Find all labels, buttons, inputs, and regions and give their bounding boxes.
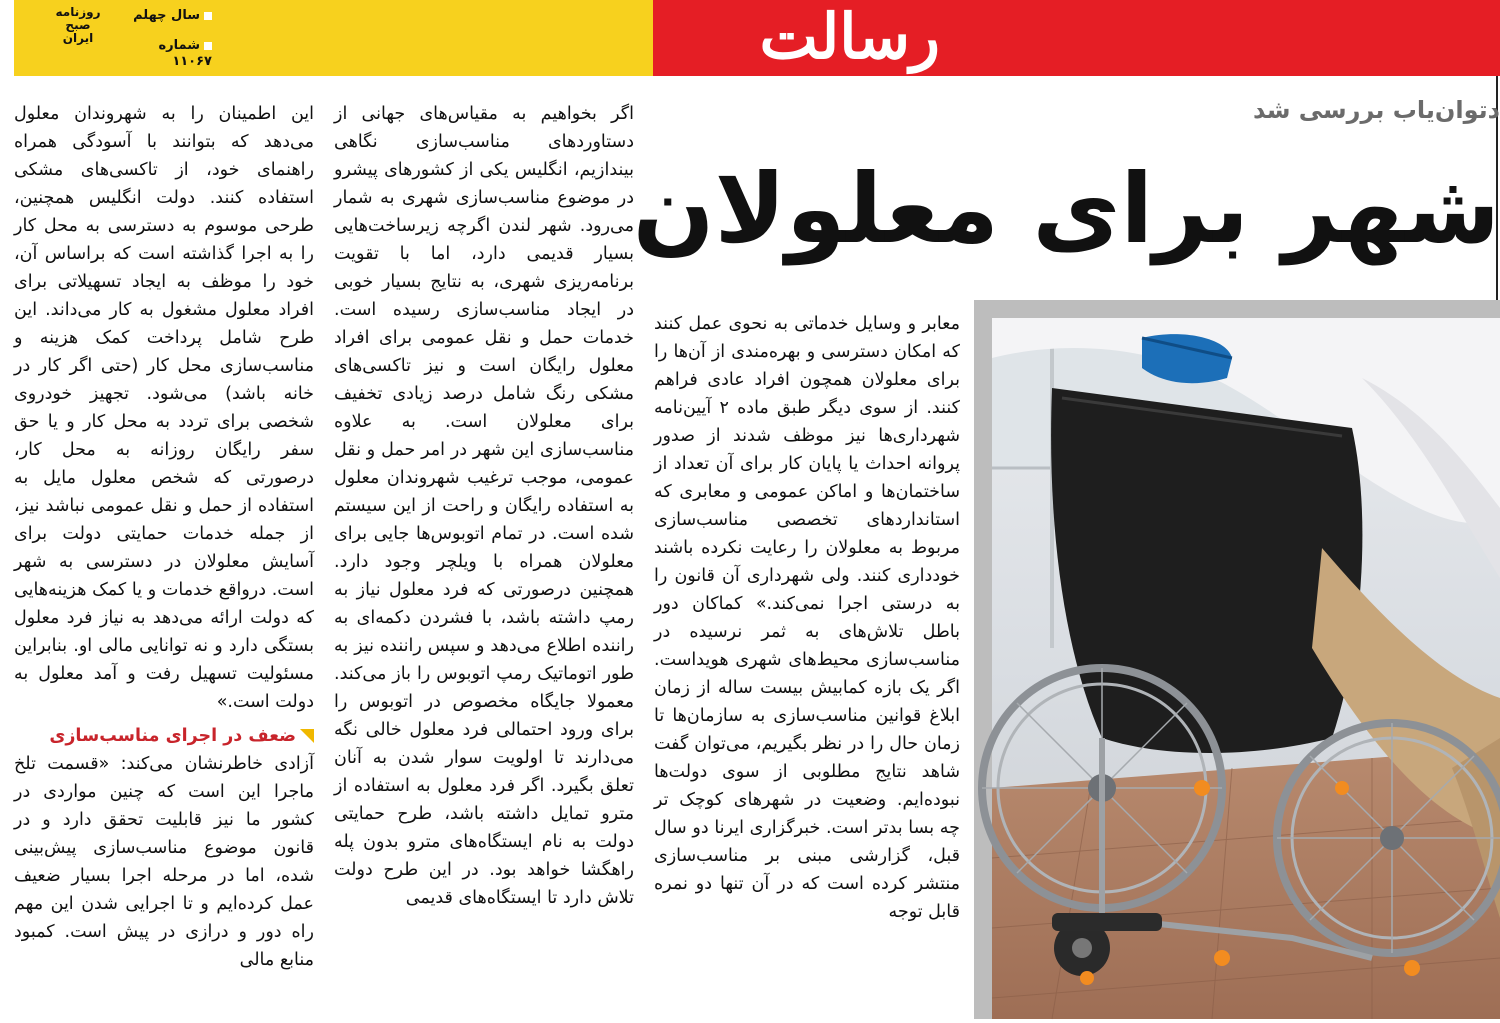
article-headline: شهر برای معلولان (632, 153, 1500, 265)
column-left-text: این اطمینان را به شهروندان معلول می‌دهد که بتوانند با آسودگی همراه راهنمای خود، از تاکسی‌های مشکی استفاده کنند. دولت انگلیس همچنین، طرحی موسوم به دسترسی به محل کار را به اجرا گذاشته است که براساس آن، خود را موظف به ایجاد تسهیلاتی برای افراد معلول مشغول به کار می‌داند. این طرح شامل پرداخت کمک هزینه و مناسب‌سازی محل کار (حتی اگر کار در خانه باشد) می‌شود. تجهیز خودروی شخصی برای تردد به محل کار و یا حق سفر رایگان روزانه به محل کار، درصورتی که شخص معلول مایل به استفاده از حمل و نقل عمومی نباشد نیز، از جمله خدمات حمایتی دولت برای آسایش معلولان در دسترسی به شهر است. درواقع خدمات و یا کمک هزینه‌هایی که دولت ارائه می‌دهد به نیاز فرد معلول بستگی دارد و نه توانایی مالی او. بنابراین مسئولیت تسهیل رفت و آمد معلول به دولت است.» (14, 104, 314, 712)
masthead-logo: رسالت (759, 0, 940, 73)
year-label (122, 8, 212, 24)
article-column-left (14, 100, 314, 974)
article-kicker: دتوان‌یاب بررسی شد (1252, 96, 1500, 124)
brand-line-2: صبح (65, 18, 91, 32)
brand-block (48, 6, 108, 45)
issue-label (122, 38, 212, 70)
wheelchair-illustration (992, 318, 1500, 1019)
column-middle-text: اگر بخواهیم به مقیاس‌های جهانی از دستاوردهای مناسب‌سازی نگاهی بیندازیم، انگلیس یکی از کشورهای پیشرو در موضوع مناسب‌سازی شهری به شمار می‌رود. شهر لندن اگرچه زیرساخت‌هایی بسیار قدیمی دارد، اما با تقویت برنامه‌ریزی شهری، به نتایج بسیار خوبی در ایجاد مناسب‌سازی رسیده است. خدمات حمل و نقل عمومی برای افراد معلول رایگان است و نیز تاکسی‌های مشکی رنگ شامل درصد زیادی تخفیف برای معلولان است. به علاوه مناسب‌سازی این شهر در امر حمل و نقل عمومی، موجب ترغیب شهروندان معلول به استفاده رایگان و راحت از این سیستم شده است. در تمام اتوبوس‌ها جایی برای معلولان همراه با ویلچر وجود دارد. همچنین درصورتی که فرد معلول نیاز به رمپ داشته باشد، با فشردن دکمه‌ای به راننده اطلاع می‌دهد و سپس راننده نیز به طور اتوماتیک رمپ اتوبوس را باز می‌کند. معمولا جایگاه مخصوص در اتوبوس را برای ورود احتمالی فرد معلول خالی نگه می‌دارند تا اولویت سوار شدن به آنان تعلق بگیرد. اگر فرد معلول به استفاده از مترو تمایل داشته باشد، طرح حمایتی دولت به نام ایستگاه‌های مترو بدون پله راهگشا خواهد بود. در این طرح دولت تلاش دارد تا ایستگاه‌های قدیمی (334, 104, 634, 908)
column-left-text-continued: آزادی خاطرنشان می‌کند: «قسمت تلخ ماجرا این است که چنین مواردی در کشور ما نیز قابلیت تحقق دارد و در قانون موضوع مناسب‌سازی پیش‌بینی شده، اما در مرحله اجرا بسیار ضعیف عمل کرده‌ایم و تا اجرایی شدن این مهم راه دور و درازی در پیش است. کمبود منابع مالی (14, 754, 314, 970)
square-bullet-icon (204, 42, 212, 50)
subhead-text: ضعف در اجرای مناسب‌سازی (49, 726, 296, 746)
section-subhead (14, 722, 314, 750)
article-column-middle (334, 100, 634, 912)
year-text: سال چهلم (133, 8, 200, 23)
triangle-marker-icon (300, 729, 314, 743)
masthead (14, 0, 1500, 76)
article-column-right (654, 310, 960, 926)
brand-line-3: ایران (62, 31, 94, 45)
column-right-text: معابر و وسایل خدماتی به نحوی عمل کنند که امکان دسترسی و بهره‌مندی از آن‌ها را برای معلولان همچون افراد عادی فراهم کنند. از سوی دیگر طبق ماده ۲ آیین‌نامه شهرداری‌ها نیز موظف شدند از صدور پروانه احداث یا پایان کار برای آن تعداد از ساختمان‌ها و اماکن عمومی و معابری که استانداردهای تخصصی مناسب‌سازی مربوط به معلولان را رعایت نکرده باشند خودداری کنند. ولی شهرداری آن قانون را به درستی اجرا نمی‌کند.» کماکان دور باطل تلاش‌های به ثمر نرسیده در مناسب‌سازی محیط‌های شهری هویداست. اگر یک بازه کمابیش بیست ساله از زمان ابلاغ قوانین مناسب‌سازی به سازمان‌ها تا زمان حال را در نظر بگیریم، می‌توان گفت شاهد نتایج مطلوبی از سوی دولت‌ها نبوده‌ایم. وضعیت در شهرهای کوچک تر چه بسا بدتر است. خبرگزاری ایرنا دو سال قبل، گزارشی مبنی بر مناسب‌سازی منتشر کرده است که در آن تنها دو نمره قابل توجه (654, 314, 961, 922)
issue-text: شماره ۱۱۰۶۷ (158, 38, 212, 69)
wheelchair-photo (992, 318, 1500, 1019)
brand-line-1: روزنامه (55, 5, 101, 19)
masthead-yellow-panel (14, 0, 653, 76)
square-bullet-icon (204, 12, 212, 20)
